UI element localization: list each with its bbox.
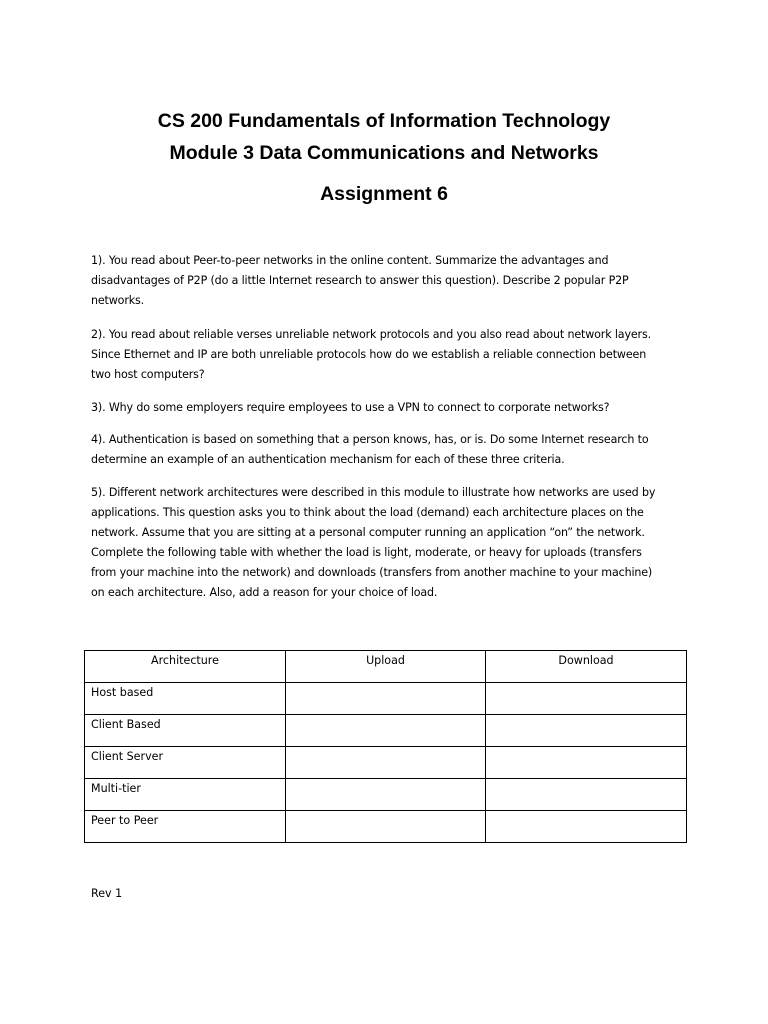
upload-cell — [286, 811, 486, 843]
table-row — [85, 715, 687, 747]
question-3-line-1: 3). Why do some employers require employees to use a VPN to connect to corporate networks? — [91, 401, 610, 414]
question-1-line-3: networks. — [91, 294, 145, 307]
question-5-line-5: from your machine into the network) and downloads (transfers from another machine to your machine) — [91, 566, 653, 579]
download-cell — [486, 683, 687, 715]
download-cell — [486, 779, 687, 811]
architecture-cell: Multi-tier — [85, 779, 286, 811]
header-download: Download — [486, 651, 687, 683]
architecture-cell: Peer to Peer — [85, 811, 286, 843]
upload-cell — [286, 747, 486, 779]
upload-cell — [286, 779, 486, 811]
upload-cell — [286, 715, 486, 747]
question-5-line-3: network. Assume that you are sitting at a personal computer running an application “on” the network. — [91, 526, 645, 539]
upload-cell — [286, 683, 486, 715]
download-cell — [486, 811, 687, 843]
question-4-line-2: determine an example of an authentication mechanism for each of these three criteria. — [91, 453, 565, 466]
table-row — [85, 747, 687, 779]
architecture-cell: Host based — [85, 683, 286, 715]
question-5-line-2: applications. This question asks you to think about the load (demand) each architecture places on the — [91, 506, 644, 519]
question-1-line-2: disadvantages of P2P (do a little Internet research to answer this question). Describe 2 popular P2P — [91, 274, 629, 287]
architecture-cell: Client Server — [85, 747, 286, 779]
question-2-line-3: two host computers? — [91, 368, 205, 381]
header-upload: Upload — [286, 651, 486, 683]
architecture-cell: Client Based — [85, 715, 286, 747]
architecture-load-table — [84, 650, 687, 843]
course-title: CS 200 Fundamentals of Information Technology — [157, 110, 611, 132]
question-2 — [91, 325, 691, 385]
question-1 — [91, 251, 691, 311]
table-row — [85, 683, 687, 715]
question-5-line-6: on each architecture. Also, add a reason for your choice of load. — [91, 586, 438, 599]
download-cell — [486, 715, 687, 747]
question-2-line-2: Since Ethernet and IP are both unreliable protocols how do we establish a reliable connection between — [91, 348, 647, 361]
table-header-row — [85, 651, 687, 683]
table-row — [85, 811, 687, 843]
header-architecture: Architecture — [85, 651, 286, 683]
question-2-line-1: 2). You read about reliable verses unreliable network protocols and you also read about network layers. — [91, 328, 651, 341]
question-5 — [91, 483, 691, 603]
table-row — [85, 779, 687, 811]
download-cell — [486, 747, 687, 779]
question-5-line-1: 5). Different network architectures were described in this module to illustrate how networks are used by — [91, 486, 656, 499]
revision-label: Rev 1 — [91, 887, 123, 900]
question-3 — [91, 398, 691, 418]
question-4 — [91, 430, 691, 470]
question-1-line-1: 1). You read about Peer-to-peer networks in the online content. Summarize the advantages and — [91, 254, 609, 267]
question-4-line-1: 4). Authentication is based on something that a person knows, has, or is. Do some Internet research to — [91, 433, 649, 446]
module-title: Module 3 Data Communications and Networks — [169, 142, 599, 164]
assignment-title: Assignment 6 — [320, 183, 448, 205]
question-5-line-4: Complete the following table with whether the load is light, moderate, or heavy for uploads (transfers — [91, 546, 642, 559]
